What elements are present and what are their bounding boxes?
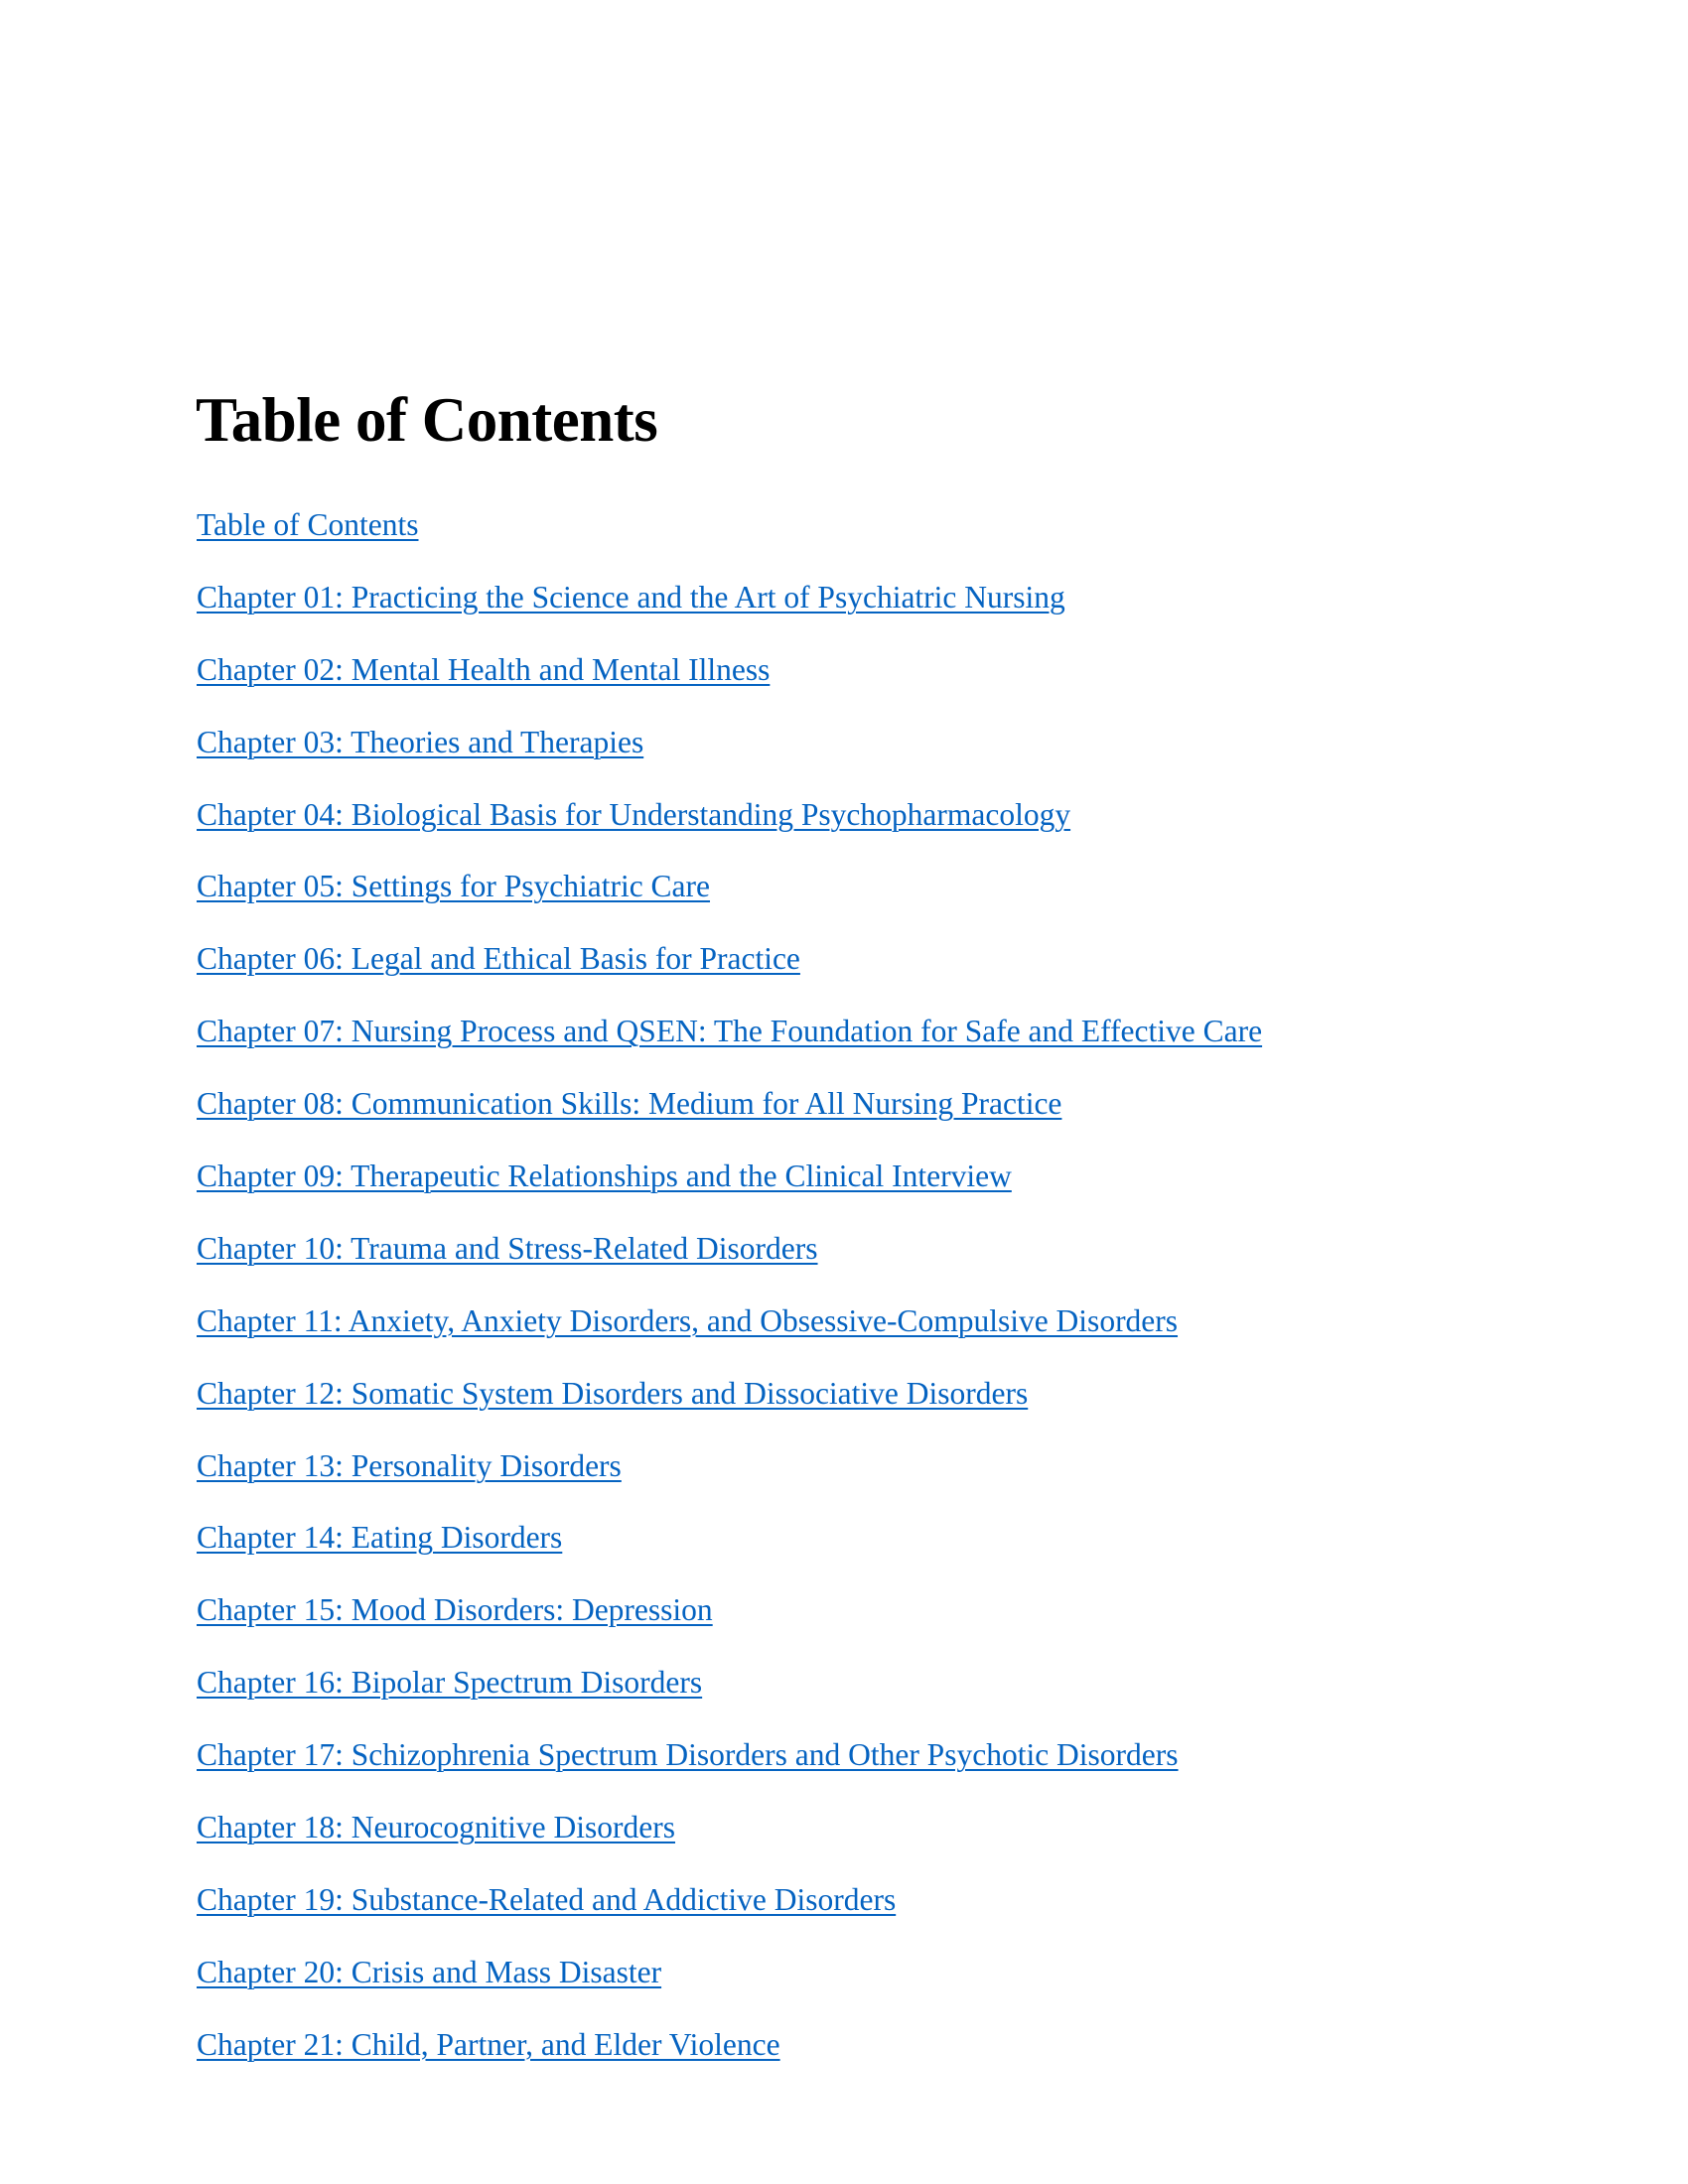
- toc-item: [197, 1299, 1262, 1372]
- toc-link[interactable]: Chapter 09: Therapeutic Relationships and the Clinical Interview: [197, 1159, 1012, 1194]
- toc-link[interactable]: Chapter 18: Neurocognitive Disorders: [197, 1810, 676, 1845]
- toc-item: [197, 1372, 1262, 1444]
- toc-link[interactable]: Chapter 17: Schizophrenia Spectrum Disorders and Other Psychotic Disorders: [197, 1737, 1179, 1773]
- toc-item: [197, 1878, 1262, 1951]
- toc-link[interactable]: Chapter 08: Communication Skills: Medium for All Nursing Practice: [197, 1086, 1062, 1122]
- toc-item: [197, 1951, 1262, 2023]
- toc-link[interactable]: Chapter 03: Theories and Therapies: [197, 724, 644, 759]
- toc-link[interactable]: Chapter 12: Somatic System Disorders and Dissociative Disorders: [197, 1375, 1029, 1411]
- toc-item: [197, 503, 1262, 576]
- toc-item: [197, 865, 1262, 937]
- toc-link[interactable]: Chapter 01: Practicing the Science and the Art of Psychiatric Nursing: [197, 579, 1065, 614]
- toc-item: [197, 721, 1262, 793]
- toc-link[interactable]: Table of Contents: [197, 507, 419, 542]
- toc-item: [197, 1516, 1262, 1588]
- toc-link[interactable]: Chapter 13: Personality Disorders: [197, 1447, 622, 1483]
- toc-item: [197, 1806, 1262, 1878]
- toc-item: [197, 1082, 1262, 1155]
- toc-link[interactable]: Chapter 11: Anxiety, Anxiety Disorders, and Obsessive-Compulsive Disorders: [197, 1302, 1179, 1338]
- toc-item: [197, 1227, 1262, 1299]
- toc-item: [197, 1588, 1262, 1661]
- toc-link[interactable]: Chapter 10: Trauma and Stress-Related Disorders: [197, 1230, 818, 1266]
- toc-list: [197, 503, 1262, 2096]
- toc-item: [197, 1661, 1262, 1733]
- toc-link[interactable]: Chapter 20: Crisis and Mass Disaster: [197, 1954, 662, 1989]
- page-title: Table of Contents: [196, 385, 658, 455]
- toc-link[interactable]: Chapter 04: Biological Basis for Understanding Psychopharmacology: [197, 796, 1071, 832]
- toc-item: [197, 576, 1262, 648]
- toc-link[interactable]: Chapter 14: Eating Disorders: [197, 1520, 563, 1556]
- toc-link[interactable]: Chapter 16: Bipolar Spectrum Disorders: [197, 1665, 703, 1701]
- toc-link[interactable]: Chapter 02: Mental Health and Mental Illness: [197, 651, 771, 687]
- toc-item: [197, 1733, 1262, 1806]
- toc-link[interactable]: Chapter 07: Nursing Process and QSEN: The Foundation for Safe and Effective Care: [197, 1014, 1263, 1049]
- toc-item: [197, 937, 1262, 1010]
- toc-link[interactable]: Chapter 21: Child, Partner, and Elder Violence: [197, 2026, 780, 2062]
- toc-item: [197, 2023, 1262, 2096]
- toc-link[interactable]: Chapter 05: Settings for Psychiatric Care: [197, 869, 711, 904]
- toc-link[interactable]: Chapter 06: Legal and Ethical Basis for Practice: [197, 941, 800, 977]
- toc-item: [197, 793, 1262, 866]
- toc-link[interactable]: Chapter 15: Mood Disorders: Depression: [197, 1592, 713, 1628]
- toc-item: [197, 1444, 1262, 1517]
- toc-link[interactable]: Chapter 19: Substance-Related and Addictive Disorders: [197, 1881, 897, 1917]
- toc-item: [197, 1010, 1262, 1082]
- toc-item: [197, 1155, 1262, 1227]
- toc-item: [197, 648, 1262, 721]
